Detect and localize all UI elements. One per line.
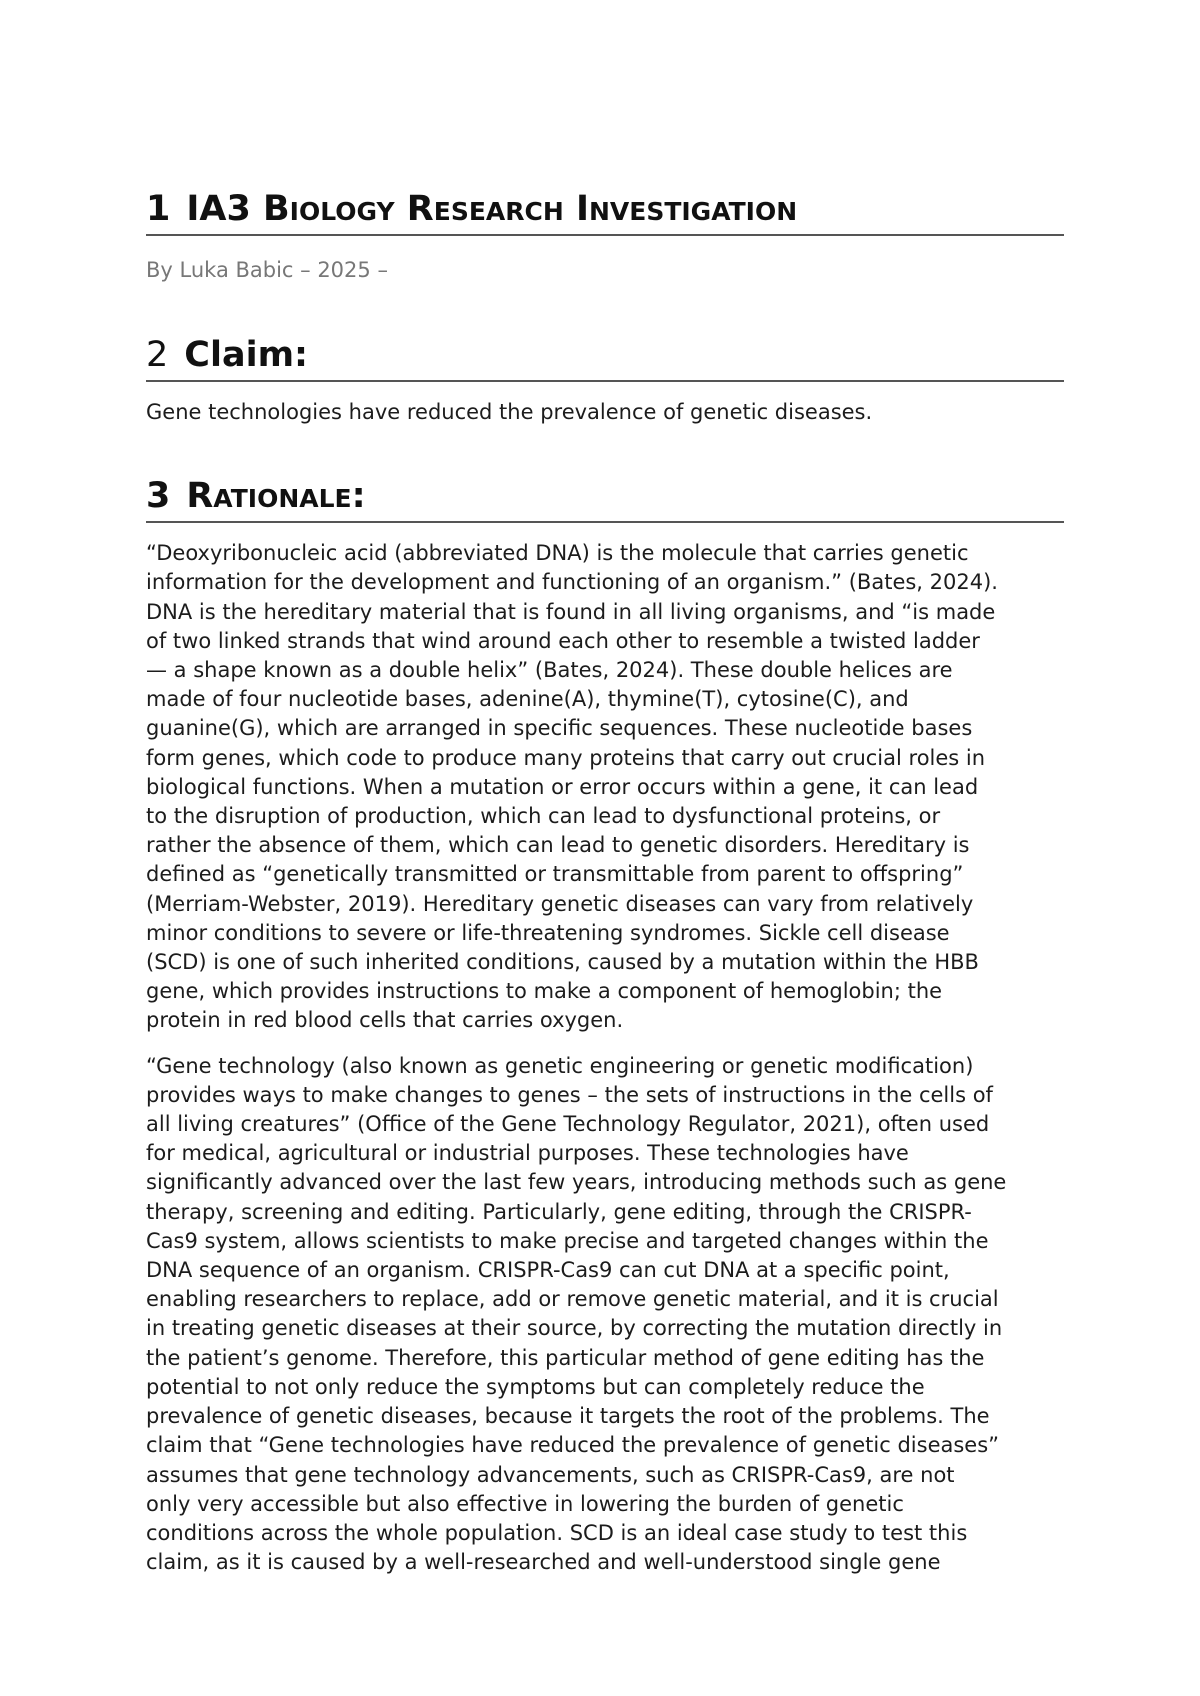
paragraph-line: only very accessible but also effective in lowering the burden of genetic — [146, 1491, 904, 1516]
paragraph-line: information for the development and functioning of an organism.” (Bates, 2024). — [146, 570, 998, 595]
section-title: Claim: — [184, 335, 309, 375]
paragraph-line: for medical, agricultural or industrial purposes. These technologies have — [146, 1141, 909, 1166]
paragraph-line: biological functions. When a mutation or error occurs within a gene, it can lead — [146, 774, 979, 799]
paragraph-line: Cas9 system, allows scientists to make precise and targeted changes within the — [146, 1228, 989, 1253]
paragraph-line: protein in red blood cells that carries oxygen. — [146, 1008, 624, 1033]
paragraph-line: enabling researchers to replace, add or remove genetic material, and it is crucial — [146, 1287, 999, 1312]
paragraph-line: significantly advanced over the last few years, introducing methods such as gene — [146, 1170, 1007, 1195]
document-title-heading — [146, 186, 1064, 236]
paragraph-line: rather the absence of them, which can lead to genetic disorders. Hereditary is — [146, 833, 970, 858]
section-number: 1 — [146, 189, 171, 229]
claim-text: Gene technologies have reduced the prevalence of genetic diseases. — [146, 400, 873, 424]
paragraph-line: gene, which provides instructions to make a component of hemoglobin; the — [146, 979, 943, 1004]
paragraph-line: potential to not only reduce the symptoms but can completely reduce the — [146, 1374, 925, 1399]
paragraph-line: defined as “genetically transmitted or transmittable from parent to offspring” — [146, 862, 964, 887]
paragraph-line: “Deoxyribonucleic acid (abbreviated DNA) is the molecule that carries genetic — [146, 541, 969, 566]
paragraph-line: of two linked strands that wind around each other to resemble a twisted ladder — [146, 628, 980, 653]
paragraph-line: the patient’s genome. Therefore, this particular method of gene editing has the — [146, 1345, 985, 1370]
paragraph-line: DNA is the hereditary material that is found in all living organisms, and “is made — [146, 599, 996, 624]
rationale-paragraph-2 — [146, 1052, 1064, 1578]
byline: By Luka Babic – 2025 – — [146, 258, 388, 282]
paragraph-line: prevalence of genetic diseases, because it targets the root of the problems. The — [146, 1404, 990, 1429]
paragraph-line: “Gene technology (also known as genetic engineering or genetic modification) — [146, 1053, 974, 1078]
paragraph-line: in treating genetic diseases at their source, by correcting the mutation directly in — [146, 1316, 1003, 1341]
paragraph-line: made of four nucleotide bases, adenine(A), thymine(T), cytosine(C), and — [146, 687, 909, 712]
paragraph-line: conditions across the whole population. SCD is an ideal case study to test this — [146, 1520, 968, 1545]
document-page — [146, 186, 1064, 1577]
paragraph-line: to the disruption of production, which can lead to dysfunctional proteins, or — [146, 804, 941, 829]
paragraph-line: form genes, which code to produce many proteins that carry out crucial roles in — [146, 745, 986, 770]
paragraph-line: claim that “Gene technologies have reduced the prevalence of genetic diseases” — [146, 1433, 1000, 1458]
paragraph-line: minor conditions to severe or life-threatening syndromes. Sickle cell disease — [146, 920, 950, 945]
rationale-paragraph-1 — [146, 539, 1064, 1035]
paragraph-line: claim, as it is caused by a well-researched and well-understood single gene — [146, 1550, 941, 1575]
section-number: 2 — [146, 335, 169, 375]
paragraph-line: all living creatures” (Office of the Gene Technology Regulator, 2021), often used — [146, 1112, 990, 1137]
section-number: 3 — [146, 476, 171, 517]
paragraph-line: DNA sequence of an organism. CRISPR-Cas9 can cut DNA at a specific point, — [146, 1258, 950, 1283]
paragraph-line: guanine(G), which are arranged in specific sequences. These nucleotide bases — [146, 716, 973, 741]
rationale-heading — [146, 473, 1064, 523]
claim-heading — [146, 332, 1064, 382]
paragraph-line: therapy, screening and editing. Particularly, gene editing, through the CRISPR- — [146, 1199, 972, 1224]
section-title: Rationale: — [186, 476, 366, 517]
paragraph-line: (SCD) is one of such inherited conditions, caused by a mutation within the HBB — [146, 950, 979, 975]
section-title: IA3 Biology Research Investigation — [186, 189, 798, 229]
paragraph-line: — a shape known as a double helix” (Bates, 2024). These double helices are — [146, 658, 953, 683]
paragraph-line: (Merriam-Webster, 2019). Hereditary genetic diseases can vary from relatively — [146, 891, 974, 916]
paragraph-line: provides ways to make changes to genes – the sets of instructions in the cells of — [146, 1082, 993, 1107]
paragraph-line: assumes that gene technology advancements, such as CRISPR-Cas9, are not — [146, 1462, 955, 1487]
